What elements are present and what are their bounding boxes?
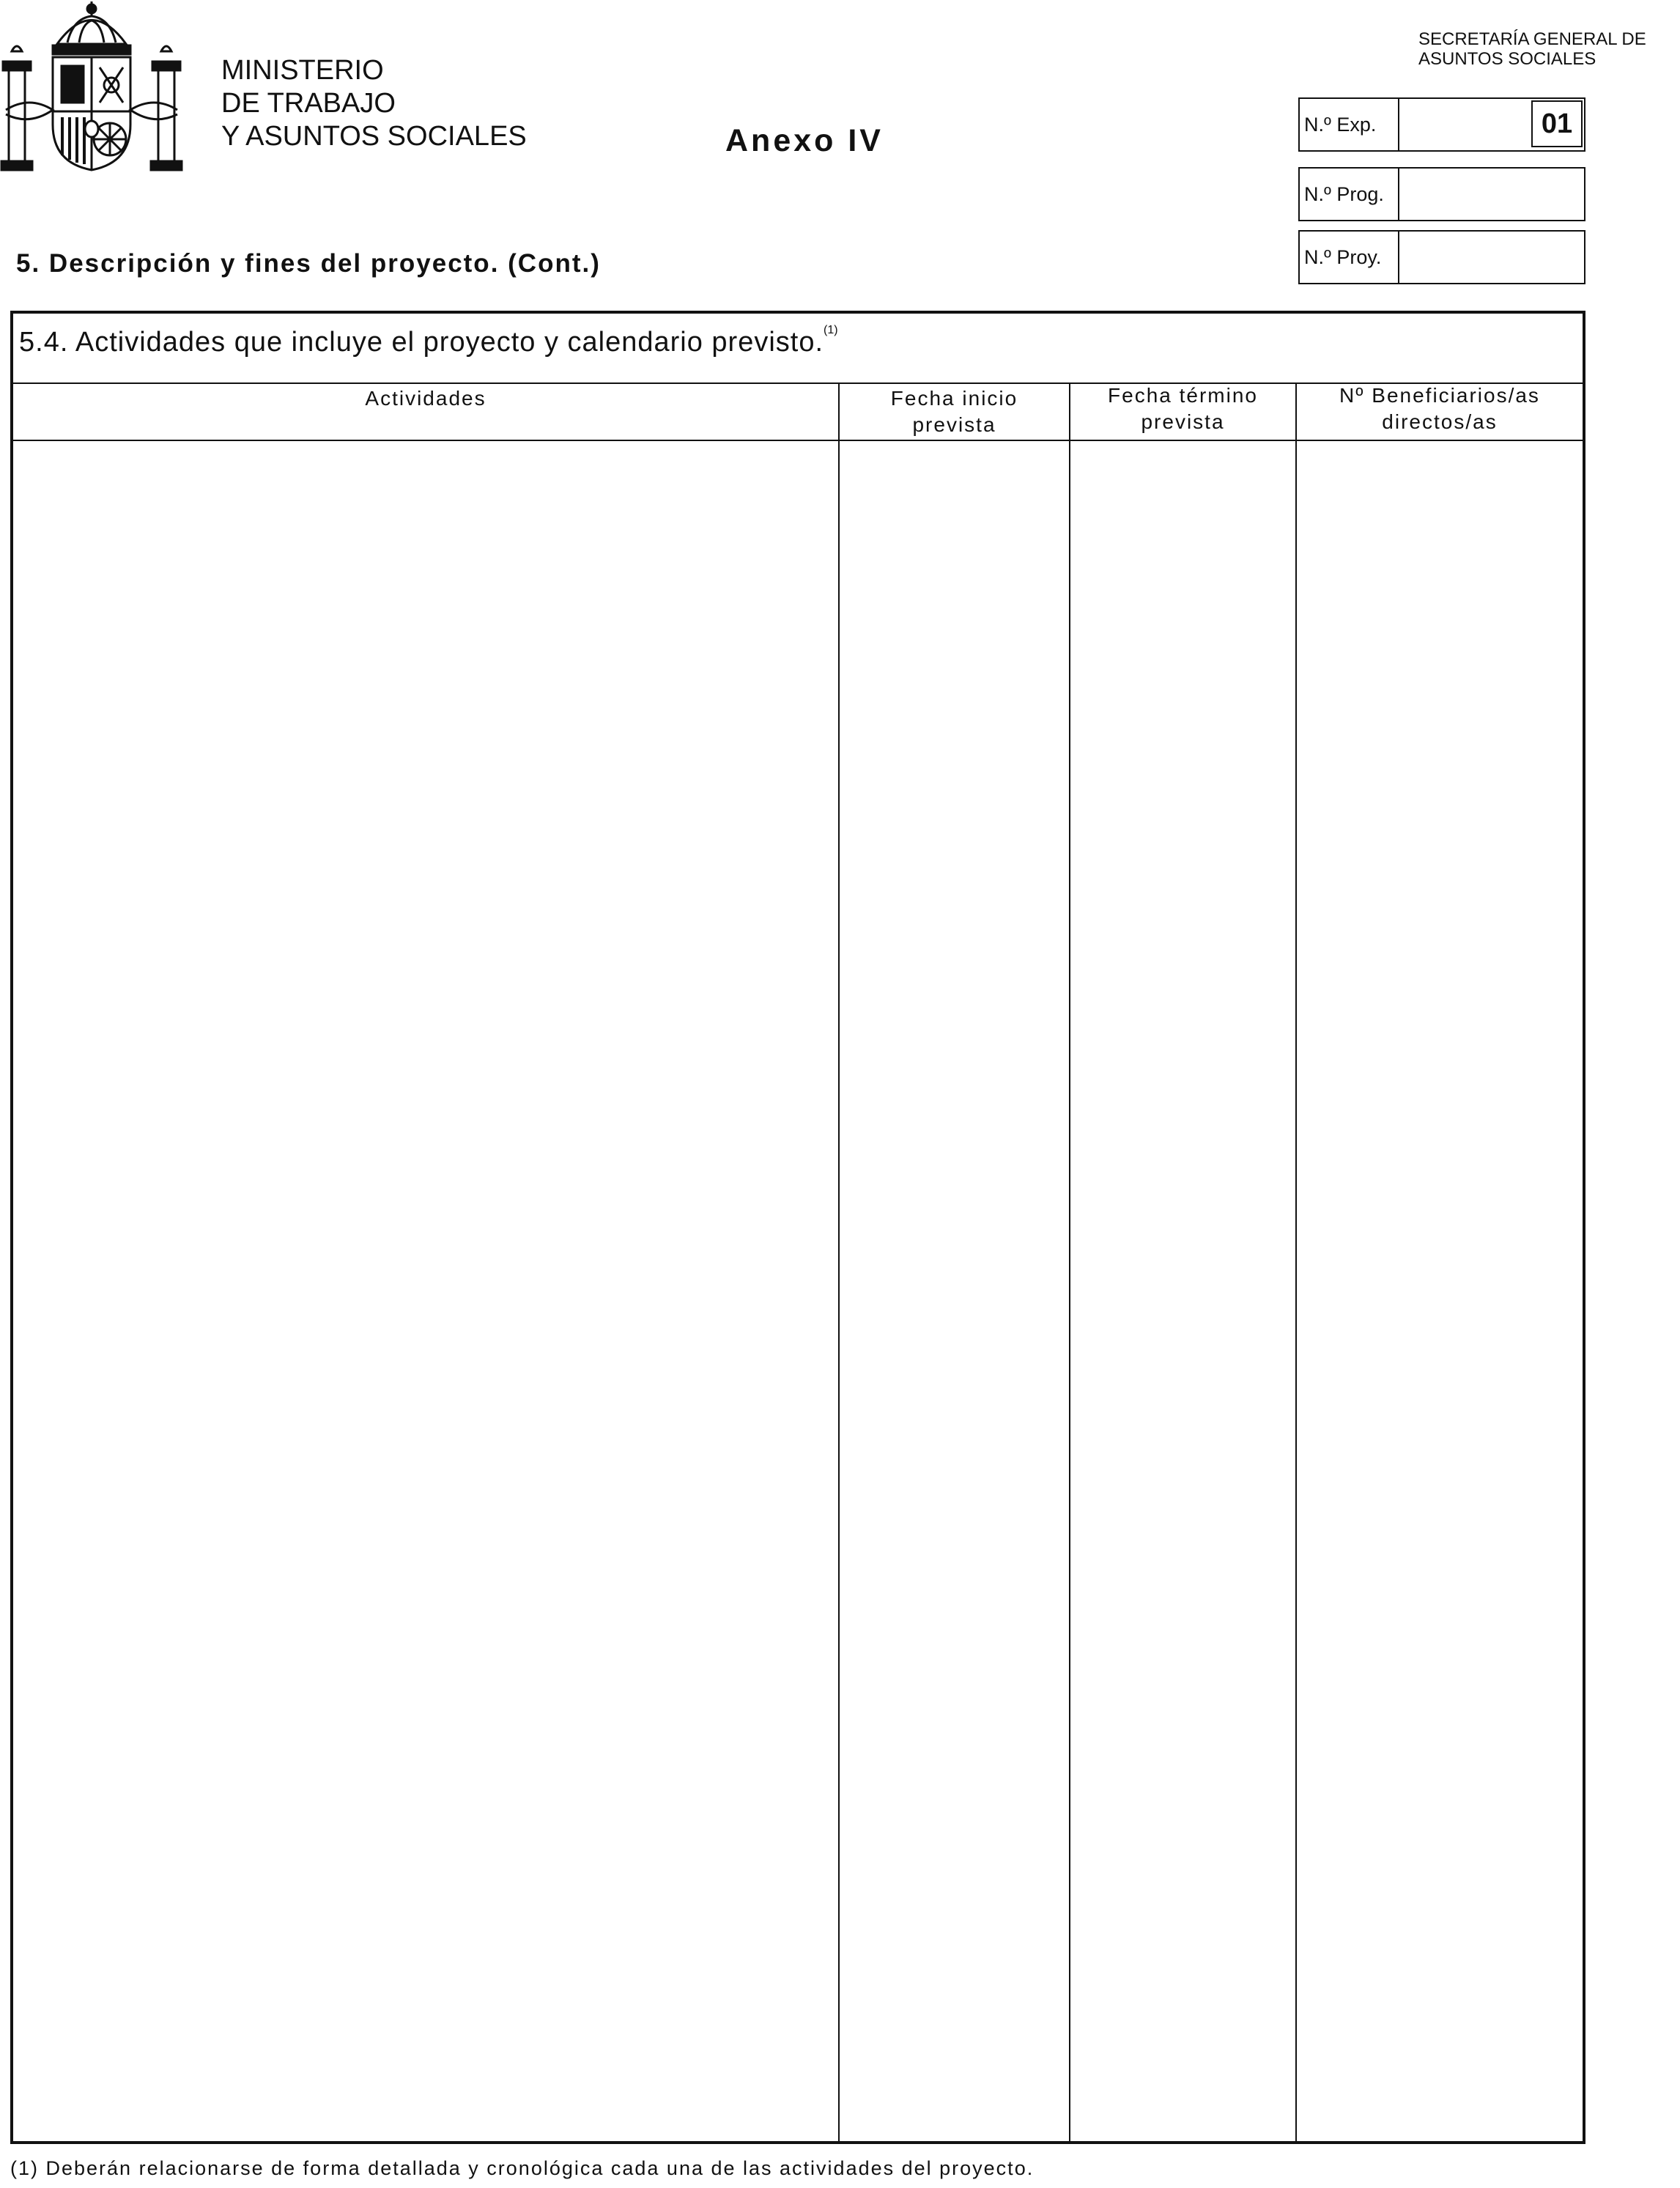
column-header-line: prevista: [1141, 410, 1225, 433]
prog-number-label: N.º Prog.: [1300, 169, 1399, 220]
footnote-ref: (1): [824, 324, 838, 336]
footnote: (1) Deberán relacionarse de forma detallada y cronológica cada una de las actividades del proyecto.: [10, 2157, 1035, 2179]
secretaria-line-1: SECRETARÍA GENERAL DE: [1418, 29, 1646, 49]
ministry-name: [221, 54, 527, 153]
exp-number-field[interactable]: [1400, 99, 1584, 150]
secretaria-name: [1418, 29, 1646, 69]
proy-number-box: [1298, 230, 1585, 284]
prog-number-field[interactable]: [1400, 169, 1584, 220]
annex-title: Anexo IV: [725, 123, 884, 158]
column-header-line: Nº Beneficiarios/as: [1339, 384, 1540, 407]
column-header-start-date: [840, 385, 1069, 438]
subsection-title: [19, 324, 838, 358]
activities-input-area[interactable]: [13, 441, 838, 2141]
exp-number-label: N.º Exp.: [1300, 99, 1399, 150]
ministry-line-2: DE TRABAJO: [221, 88, 396, 119]
column-header-line: Actividades: [365, 387, 486, 410]
activities-form: [10, 311, 1585, 2144]
proy-number-field[interactable]: [1400, 232, 1584, 283]
start-date-input-area[interactable]: [840, 441, 1069, 2141]
column-header-beneficiaries: [1297, 382, 1583, 435]
exp-number-box: [1298, 97, 1585, 152]
ministry-line-1: MINISTERIO: [221, 55, 384, 86]
beneficiaries-input-area[interactable]: [1297, 441, 1583, 2141]
ministry-line-3: Y ASUNTOS SOCIALES: [221, 121, 527, 152]
proy-number-label: N.º Proy.: [1300, 232, 1399, 283]
exp-code-badge: 01: [1531, 100, 1583, 147]
column-header-line: directos/as: [1382, 410, 1498, 433]
prog-number-box: [1298, 167, 1585, 221]
section-title: 5. Descripción y fines del proyecto. (Cont.): [16, 249, 601, 278]
column-header-end-date: [1070, 382, 1295, 435]
column-header-line: prevista: [912, 413, 996, 436]
secretaria-line-2: ASUNTOS SOCIALES: [1418, 49, 1596, 69]
column-header-line: Fecha inicio: [890, 387, 1018, 410]
column-header-activities: [13, 385, 838, 412]
coat-of-arms-logo: [0, 0, 183, 176]
column-header-line: Fecha término: [1108, 384, 1258, 407]
end-date-input-area[interactable]: [1070, 441, 1295, 2141]
subsection-text: 5.4. Actividades que incluye el proyecto y calendario previsto.: [19, 327, 824, 358]
